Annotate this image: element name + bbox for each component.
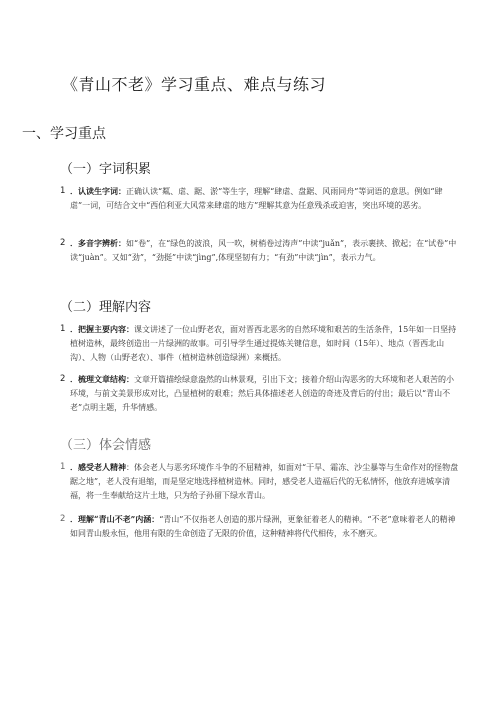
item-number: 1	[60, 324, 66, 334]
item-label: ．多音字辨析：	[70, 238, 126, 248]
item-label: ．理解“青山不老”内涵：	[70, 514, 160, 524]
list-item	[60, 512, 460, 541]
item-label: ．把握主要内容：	[70, 324, 134, 334]
item-number: 2	[60, 374, 66, 384]
list-item	[60, 460, 460, 503]
item-text: ：体会老人与恶劣环境作斗争的不屈精神，如面对“干旱、霜冻、沙尘暴等与生命作对的怪物盘踞之地”，老人没有退缩，而是坚定地选择植树造林。同时，感受老人造福后代的无私情怀，他放弃进城享清福，将一生奉献给这片土地，只为给子孙留下绿水青山。	[70, 463, 459, 500]
item-label: ．认读生字词：	[70, 186, 126, 196]
item-text: 文章开篇描绘绿意盎然的山林景观，引出下文；接着介绍山沟恶劣的大环境和老人艰苦的小环境，与前文美景形成对比，凸显植树的艰难；然后具体描述老人创造的奇迹及背后的付出；最后以“青山不老”点明主题，升华情感。	[70, 375, 454, 412]
document-title: 《青山不老》学习重点、难点与练习	[62, 75, 327, 94]
item-text: 课文讲述了一位山野老农，面对晋西北恶劣的自然环境和艰苦的生活条件，15年如一日坚持植树造林，最终创造出一片绿洲的故事。可引导学生通过提炼关键信息，如时间（15年）、地点（晋西北山沟）、人物（山野老农）、事件（植树造林创造绿洲）来概括。	[70, 325, 457, 362]
list-item	[60, 372, 460, 415]
list-item	[60, 184, 460, 213]
item-number: 1	[60, 186, 66, 196]
item-label: ．梳理文章结构：	[70, 374, 134, 384]
list-item	[60, 236, 460, 265]
item-number: 2	[60, 514, 66, 524]
item-text: “青山”不仅指老人创造的那片绿洲，更象征着老人的精神。“不老”意味着老人的精神如同青山般永恒，他用有限的生命创造了无限的价值，这种精神将代代相传，永不磨灭。	[70, 515, 456, 538]
item-text: 正确认读“粼、虐、踞、淤”等生字，理解“肆虐、盘踞、风雨同舟”等词语的意思。例如“肆虐”一词，可结合文中“西伯利亚大风常来肆虐的地方”理解其意为任意残杀或迫害，突出环境的恶劣。	[70, 187, 443, 210]
item-number: 2	[60, 238, 66, 248]
subsection-heading-vocabulary: （一）字词积累	[60, 162, 152, 177]
item-number: 1	[60, 462, 66, 472]
subsection-heading-emotion: （三）体会情感	[60, 438, 152, 453]
item-label: ．感受老人精神	[70, 462, 126, 472]
item-text: 如“卷”，在“绿色的波浪，风一吹，树梢卷过涛声”中读“juǎn”，表示裹挟、掀起；在“试卷”中读“juàn”。又如“劲”，“劲挺”中读“jìng”,体现坚韧有力；“有劲”中读“jìn”，表示力气。	[70, 239, 457, 262]
subsection-heading-understanding: （二）理解内容	[60, 300, 152, 315]
section-heading-study-focus: 一、学习重点	[22, 126, 106, 142]
list-item	[60, 322, 460, 365]
